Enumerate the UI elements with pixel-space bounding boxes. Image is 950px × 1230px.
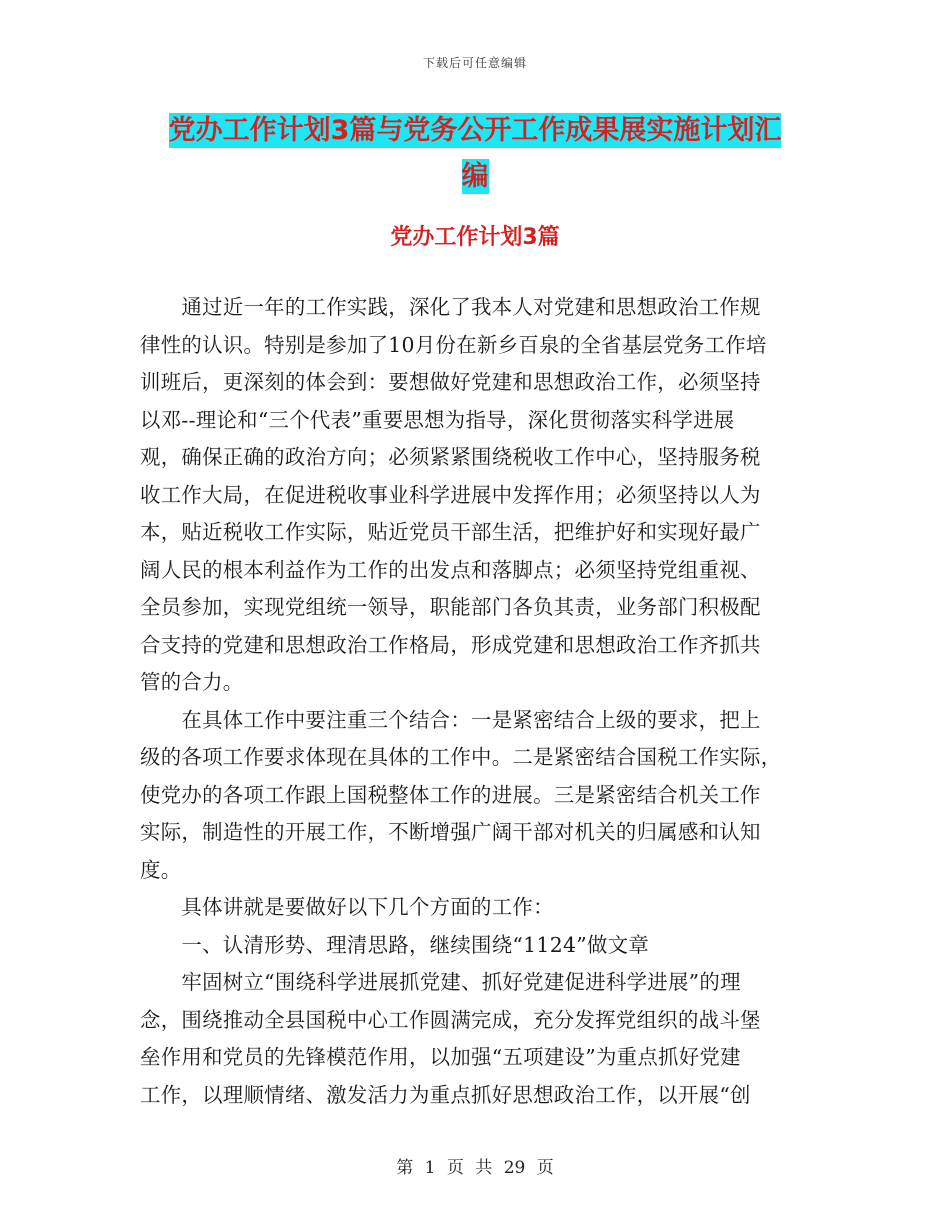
- body-line: 在具体工作中要注重三个结合：一是紧密结合上级的要求，把上: [140, 707, 761, 732]
- body-line: 牢固树立“围绕科学进展抓党建、抓好党建促进科学进展”的理: [140, 970, 741, 994]
- document-title-line-1: 党办工作计划3篇与党务公开工作成果展实施计划汇: [168, 115, 782, 146]
- section-title: 党办工作计划3篇: [390, 225, 560, 250]
- body-line: 本，贴近税收工作实际，贴近党员干部生活，把维护好和实现好最广: [140, 520, 761, 544]
- body-line: 垒作用和党员的先锋模范作用，以加强“五项建设”为重点抓好党建: [140, 1045, 741, 1069]
- document-title: [120, 108, 830, 200]
- body-line: 管的合力。: [140, 670, 244, 694]
- body-line: 收工作大局，在促进税收事业科学进展中发挥作用；必须坚持以人为: [140, 482, 761, 507]
- document-body: [140, 289, 810, 1114]
- body-line: 观，确保正确的政治方向；必须紧紧围绕税收工作中心，坚持服务税: [140, 445, 761, 469]
- body-line: 通过近一年的工作实践，深化了我本人对党建和思想政治工作规: [140, 295, 761, 319]
- body-line: 度。: [140, 857, 182, 882]
- body-line: 实际，制造性的开展工作，不断增强广阔干部对机关的归属感和认知: [140, 820, 761, 844]
- header-note: 下载后可任意编辑: [422, 56, 527, 70]
- page-number: 第 1 页 共 29 页: [396, 1158, 554, 1178]
- body-line: 工作，以理顺情绪、激发活力为重点抓好思想政治工作，以开展“创: [140, 1082, 751, 1107]
- document-title-line-2: 编: [461, 161, 489, 192]
- body-line: 使党办的各项工作跟上国税整体工作的进展。三是紧密结合机关工作: [140, 782, 761, 807]
- body-line: 一、认清形势、理清思路，继续围绕“1124”做文章: [140, 932, 650, 957]
- body-line: 级的各项工作要求体现在具体的工作中。二是紧密结合国税工作实际，: [140, 745, 782, 769]
- body-line: 阔人民的根本利益作为工作的出发点和落脚点；必须坚持党组重视、: [140, 557, 761, 582]
- body-line: 律性的认识。特别是参加了10月份在新乡百泉的全省基层党务工作培: [140, 332, 767, 357]
- body-line: 以邓--理论和“三个代表”重要思想为指导，深化贯彻落实科学进展: [140, 407, 735, 432]
- body-line: 全员参加，实现党组统一领导，职能部门各负其责，业务部门积极配: [140, 595, 761, 619]
- body-line: 合支持的党建和思想政治工作格局，形成党建和思想政治工作齐抓共: [140, 632, 761, 657]
- body-line: 具体讲就是要做好以下几个方面的工作：: [140, 895, 554, 919]
- body-line: 训班后，更深刻的体会到：要想做好党建和思想政治工作，必须坚持: [140, 370, 761, 394]
- body-line: 念，围绕推动全县国税中心工作圆满完成，充分发挥党组织的战斗堡: [140, 1007, 761, 1032]
